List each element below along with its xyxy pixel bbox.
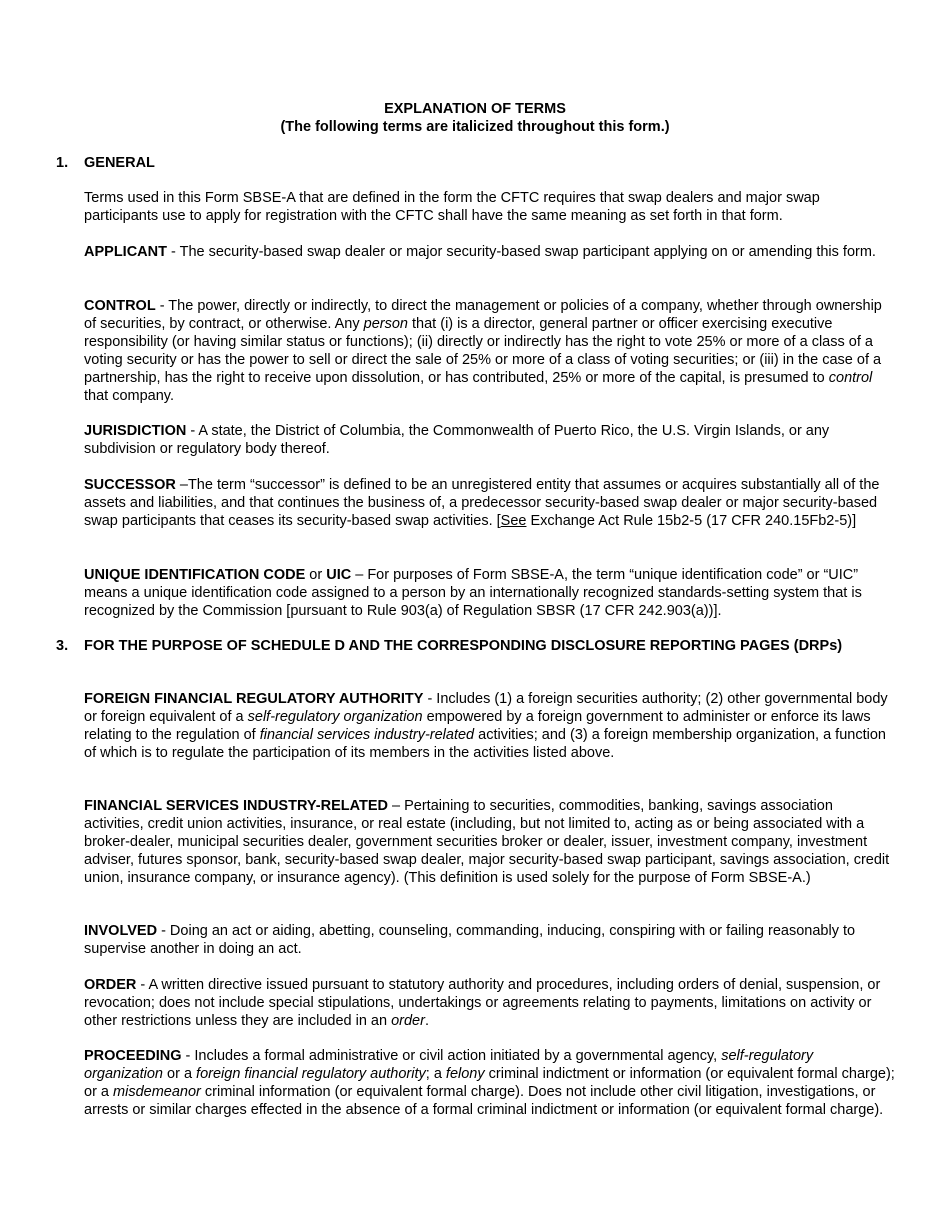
definition-text: - Doing an act or aiding, abetting, counseling, commanding, inducing, conspiring with or failing reasonably to supervise another in doing an act.	[84, 923, 856, 957]
definition-text: that (i) is a director, general partner or officer exercising executive responsibility (or having similar status or functions); (ii) directly or indirectly has the right to vote 25% or more of a class of a voting security or has the power to sell or direct the sale of 25% or more of a class of voting securities; or (iii) in the case of a partnership, has the right to receive upon dissolution, or has contributed, 25% or more of the capital, is presumed to	[84, 316, 882, 386]
definition-text: activities; and (3) a foreign membership organization, a function of which is to regulate the participation of its members in the activities listed above.	[84, 727, 886, 761]
section-number: 3.	[56, 638, 69, 654]
definition-text: Exchange Act Rule 15b2-5 (17 CFR 240.15Fb2-5)]	[526, 513, 857, 529]
definition-text: - A state, the District of Columbia, the Commonwealth of Puerto Rico, the U.S. Virgin Islands, or any subdivision or regulatory body thereof.	[84, 423, 830, 457]
definition-text: - Includes (1) a foreign securities authority; (2) other governmental body or foreign equivalent of a	[84, 691, 888, 725]
definition-text: - The security-based swap dealer or major security-based swap participant applying on or amending this form.	[166, 244, 876, 260]
section-heading-schedule-d	[56, 637, 898, 655]
term-label: INVOLVED	[84, 923, 158, 939]
term-label-abbrev: UIC	[326, 567, 352, 583]
term-label: APPLICANT	[84, 244, 167, 260]
section-title: FOR THE PURPOSE OF SCHEDULE D AND THE CORRESPONDING DISCLOSURE REPORTING PAGES (DRPs)	[84, 638, 843, 654]
definition-control	[84, 297, 896, 405]
definition-foreign-financial-regulatory-authority	[84, 690, 896, 762]
definition-proceeding	[84, 1047, 896, 1119]
definition-text: that company.	[84, 388, 175, 404]
definition-applicant	[84, 243, 896, 261]
definition-text: ; a	[425, 1066, 446, 1082]
italic-term: self-regulatory organization	[84, 1048, 814, 1082]
definition-successor	[84, 476, 896, 530]
term-label: ORDER	[84, 977, 137, 993]
definition-financial-services-industry-related	[84, 797, 896, 887]
title-block	[0, 100, 950, 136]
italic-term: financial services industry-related	[259, 727, 475, 743]
page-title: EXPLANATION OF TERMS	[384, 101, 566, 117]
definition-text: - The power, directly or indirectly, to direct the management or policies of a company, whether through ownership of securities, by contract, or otherwise. Any	[84, 298, 882, 332]
italic-term: felony	[445, 1066, 485, 1082]
definition-text: – For purposes of Form SBSE-A, the term “unique identification code” or “UIC” means a unique identification code assigned to a person by an internationally recognized standards-setting system that is recognized by the Commission [pursuant to Rule 903(a) of Regulation SBSR (17 CFR 242.903(a))].	[84, 567, 862, 619]
definition-text: - A written directive issued pursuant to statutory authority and procedures, including orders of denial, suspension, or revocation; does not include special stipulations, undertakings or agreements relating to payments, limitations on activity or other restrictions unless they are included in an	[84, 977, 881, 1029]
term-label: UNIQUE IDENTIFICATION CODE	[84, 567, 306, 583]
section-number: 1.	[56, 155, 69, 171]
page-subtitle: (The following terms are italicized throughout this form.)	[280, 119, 670, 135]
definition-text: –The term “successor” is defined to be an unregistered entity that assumes or acquires substantially all of the assets and liabilities, and that continues the business of, a predecessor security-based swap dealer or major security-based swap participants that ceases its security-based swap activities. [	[84, 477, 880, 529]
definition-text: .	[424, 1013, 429, 1029]
definition-involved	[84, 922, 896, 958]
term-label: CONTROL	[84, 298, 156, 314]
section-heading-general	[56, 154, 898, 172]
definition-text: or a	[163, 1066, 197, 1082]
italic-term: order	[391, 1013, 425, 1029]
italic-term: control	[828, 370, 873, 386]
general-intro-paragraph: Terms used in this Form SBSE-A that are defined in the form the CFTC requires that swap dealers and major swap participants use to apply for registration with the CFTC shall have the same meaning as set forth in that form.	[84, 190, 820, 224]
italic-term: misdemeanor	[113, 1084, 201, 1100]
italic-term: foreign financial regulatory authority	[196, 1066, 426, 1082]
term-label: SUCCESSOR	[84, 477, 176, 493]
definition-text: criminal information (or equivalent formal charge). Does not include other civil litigation, investigations, or arrests or similar charges effected in the absence of a formal criminal indictment or information (or equivalent formal charge).	[84, 1084, 884, 1118]
term-label: JURISDICTION	[84, 423, 187, 439]
see-reference: See	[500, 513, 527, 529]
definition-uic	[84, 566, 896, 620]
definition-text: empowered by a foreign government to administer or enforce its laws relating to the regulation of	[84, 709, 871, 743]
italic-term: person	[363, 316, 408, 332]
definition-text: – Pertaining to securities, commodities, banking, savings association activities, credit union activities, insurance, or real estate (including, but not limited to, acting as or being associated with a broker-dealer, municipal securities dealer, government securities broker or dealer, issuer, investment company, investment adviser, futures sponsor, bank, security-based swap dealer, major security-based swap participant, savings association, credit union, insurance company, or insurance agency). (This definition is used solely for the purpose of Form SBSE-A.)	[84, 798, 890, 886]
italic-term: self-regulatory organization	[247, 709, 423, 725]
connector-text: or	[305, 567, 327, 583]
term-label: FOREIGN FINANCIAL REGULATORY AUTHORITY	[84, 691, 424, 707]
definition-text: - Includes a formal administrative or civil action initiated by a governmental agency,	[181, 1048, 722, 1064]
term-label: PROCEEDING	[84, 1048, 182, 1064]
section-title: GENERAL	[84, 155, 155, 171]
definition-text: criminal indictment or information (or equivalent formal charge); or a	[84, 1066, 895, 1100]
term-label: FINANCIAL SERVICES INDUSTRY-RELATED	[84, 798, 388, 814]
definition-jurisdiction	[84, 422, 896, 458]
definition-order	[84, 976, 896, 1030]
